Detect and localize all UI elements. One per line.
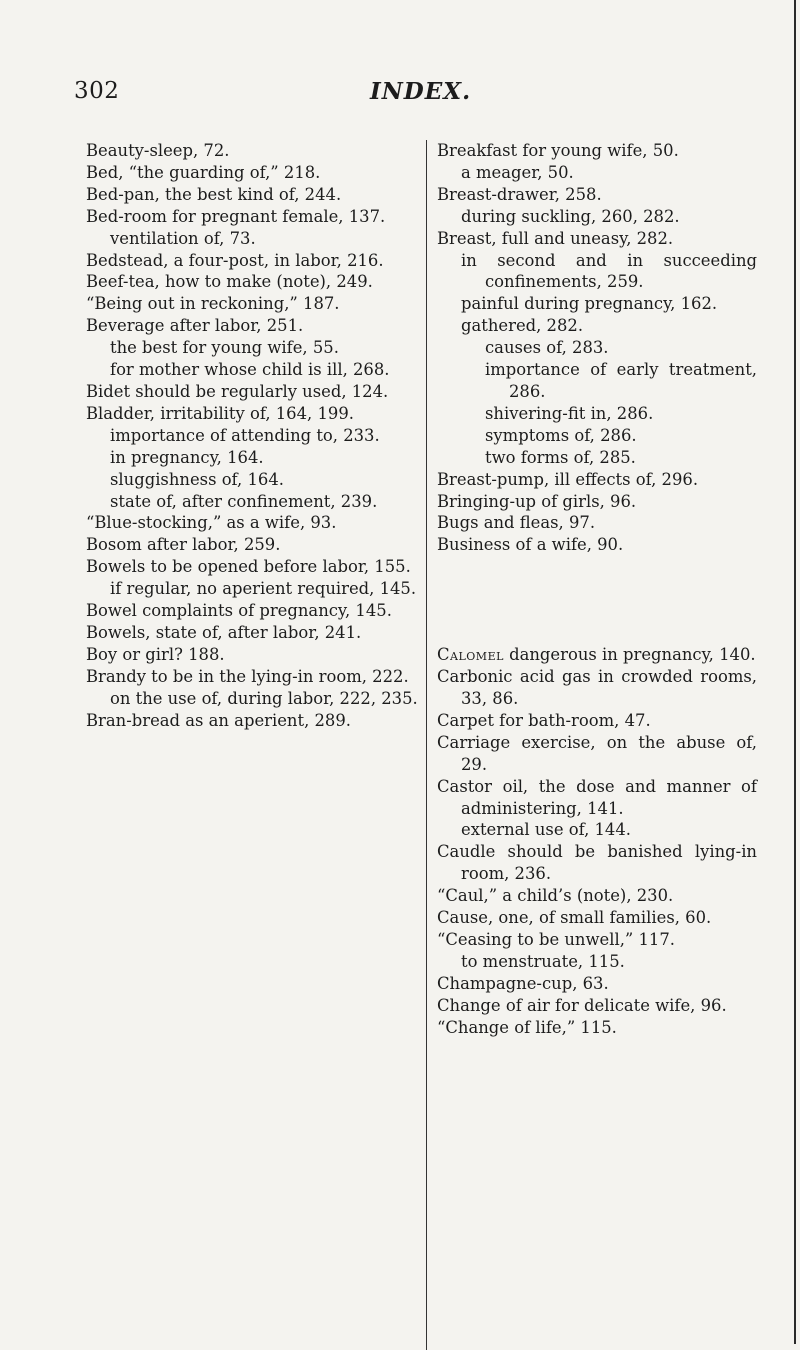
index-entry	[437, 534, 757, 556]
index-section-c	[437, 644, 757, 1038]
index-entry	[86, 162, 418, 184]
index-subentry	[437, 403, 757, 425]
entry-text: gathered, 282.	[461, 316, 584, 336]
entry-text: Bringing-up of girls, 96.	[437, 491, 637, 511]
index-entry	[437, 644, 757, 666]
index-column-left	[86, 140, 418, 731]
entry-text: “Blue-stocking,” as a wife, 93.	[86, 513, 337, 533]
index-entry	[86, 403, 418, 425]
entry-text: Bed-room for pregnant female, 137.	[86, 206, 386, 226]
entry-text: Breakfast for young wife, 50.	[437, 141, 679, 160]
index-entry	[86, 140, 418, 162]
index-entry	[86, 271, 418, 293]
entry-text: “Ceasing to be unwell,” 117.	[437, 930, 675, 949]
entry-text: shivering-fit in, 286.	[485, 403, 654, 423]
entry-text: Bowels to be opened before labor, 155.	[86, 557, 411, 577]
index-subentry	[86, 425, 418, 447]
entry-text: Brandy to be in the lying-in room, 222.	[86, 666, 409, 686]
page-edge-line	[794, 0, 796, 1344]
entry-text: Carpet for bath-room, 47.	[437, 710, 651, 730]
entry-text: Carriage exercise, on the abuse of, 29.	[437, 732, 757, 774]
index-entry	[437, 228, 757, 250]
index-entry	[437, 995, 757, 1017]
index-subentry	[86, 359, 418, 381]
entry-text: Beverage after labor, 251.	[86, 316, 304, 336]
index-entry	[86, 293, 418, 315]
entry-text: state of, after confinement, 239.	[110, 491, 378, 511]
index-subentry	[437, 250, 757, 294]
index-entry	[437, 907, 757, 929]
entry-text: in second and in succeeding confinements, 259.	[461, 250, 757, 292]
index-subentry	[437, 162, 757, 184]
entry-text: “Being out in reckoning,” 187.	[86, 294, 340, 314]
entry-text: painful during pregnancy, 162.	[461, 294, 718, 314]
index-entry	[437, 469, 757, 491]
index-entry	[86, 206, 418, 228]
index-subentry	[437, 425, 757, 447]
entry-text: Business of a wife, 90.	[437, 535, 624, 555]
index-subentry	[86, 337, 418, 359]
page-number: 302	[74, 78, 120, 104]
index-subentry	[86, 688, 418, 710]
entry-text: Change of air for delicate wife, 96.	[437, 995, 727, 1015]
entry-text: Bed-pan, the best kind of, 244.	[86, 184, 342, 204]
index-subentry	[86, 491, 418, 513]
entry-text: for mother whose child is ill, 268.	[110, 360, 390, 380]
entry-text: during suckling, 260, 282.	[461, 206, 680, 226]
running-title: INDEX.	[370, 78, 472, 105]
entry-text: Bowel complaints of pregnancy, 145.	[86, 601, 392, 621]
page-header	[0, 78, 800, 108]
index-entry	[437, 885, 757, 907]
entry-text: Bugs and fleas, 97.	[437, 513, 596, 533]
index-subentry	[86, 228, 418, 250]
entry-text: importance of early treatment, 286.	[485, 360, 757, 401]
index-entry	[86, 644, 418, 666]
entry-text: if regular, no aperient required, 145.	[110, 579, 417, 599]
entry-text: Bosom after labor, 259.	[86, 535, 281, 555]
index-entry	[437, 140, 757, 162]
entry-text: causes of, 283.	[485, 338, 609, 358]
index-subentry	[86, 469, 418, 491]
entry-text: Breast-pump, ill effects of, 296.	[437, 469, 699, 489]
index-entry	[86, 622, 418, 644]
entry-text: Boy or girl? 188.	[86, 644, 225, 664]
index-entry	[86, 512, 418, 534]
entry-text: Breast, full and uneasy, 282.	[437, 228, 674, 248]
column-divider	[426, 140, 427, 1350]
index-subentry	[437, 951, 757, 973]
entry-text: Champagne-cup, 63.	[437, 973, 609, 993]
entry-text: “Change of life,” 115.	[437, 1017, 617, 1037]
index-subentry	[437, 206, 757, 228]
index-entry	[437, 973, 757, 995]
index-entry	[437, 491, 757, 513]
entry-text: importance of attending to, 233.	[110, 425, 380, 445]
entry-text: Castor oil, the dose and manner of administering, 141.	[437, 776, 757, 818]
entry-text: sluggishness of, 164.	[110, 469, 284, 489]
index-entry	[437, 512, 757, 534]
entry-text: dangerous in pregnancy, 140.	[503, 645, 756, 665]
entry-text: Bidet should be regularly used, 124.	[86, 381, 389, 401]
index-subentry	[437, 315, 757, 337]
entry-text: ventilation of, 73.	[110, 228, 256, 248]
entry-text: the best for young wife, 55.	[110, 338, 339, 358]
entry-text: Bedstead, a four-post, in labor, 216.	[86, 250, 384, 270]
index-subentry	[437, 293, 757, 315]
entry-text: Caudle should be banished lying-in room, 236.	[437, 842, 757, 884]
index-subentry	[86, 578, 418, 600]
index-entry	[437, 776, 757, 820]
index-section-b	[437, 140, 757, 556]
entry-text: Bed, “the guarding of,” 218.	[86, 162, 321, 182]
index-entry	[437, 841, 757, 885]
entry-text: Bran-bread as an aperient, 289.	[86, 710, 351, 730]
section-gap	[437, 556, 757, 644]
index-entry	[86, 600, 418, 622]
entry-text: Beef-tea, how to make (note), 249.	[86, 272, 373, 292]
index-entry	[86, 534, 418, 556]
entry-text: in pregnancy, 164.	[110, 447, 264, 467]
index-subentry	[86, 447, 418, 469]
index-entry	[437, 710, 757, 732]
entry-text: a meager, 50.	[461, 162, 574, 182]
index-subentry	[437, 359, 757, 403]
index-entry	[86, 710, 418, 732]
index-entry	[437, 1017, 757, 1039]
index-entry	[86, 666, 418, 688]
index-entry	[86, 250, 418, 272]
entry-text: Beauty-sleep, 72.	[86, 141, 230, 160]
entry-text: “Caul,” a child’s (note), 230.	[437, 886, 674, 906]
entry-text: on the use of, during labor, 222, 235.	[110, 688, 418, 708]
entry-text: Bladder, irritability of, 164, 199.	[86, 403, 354, 423]
entry-text: Breast-drawer, 258.	[437, 184, 602, 204]
entry-text: two forms of, 285.	[485, 447, 636, 467]
entry-text: symptoms of, 286.	[485, 425, 637, 445]
index-entry	[437, 666, 757, 710]
index-subentry	[437, 447, 757, 469]
index-entry	[437, 184, 757, 206]
index-column-right	[437, 140, 757, 1039]
index-subentry	[437, 819, 757, 841]
entry-text: Carbonic acid gas in crowded rooms, 33, 86.	[437, 667, 757, 709]
entry-lead-word: Calomel	[437, 645, 504, 665]
entry-text: to menstruate, 115.	[461, 951, 625, 971]
index-entry	[86, 556, 418, 578]
entry-text: external use of, 144.	[461, 820, 631, 840]
entry-text: Cause, one, of small families, 60.	[437, 908, 712, 928]
index-entry	[86, 315, 418, 337]
index-entry	[437, 929, 757, 951]
index-subentry	[437, 337, 757, 359]
index-entry	[86, 381, 418, 403]
index-entry	[437, 732, 757, 776]
index-entry	[86, 184, 418, 206]
entry-text: Bowels, state of, after labor, 241.	[86, 622, 362, 642]
